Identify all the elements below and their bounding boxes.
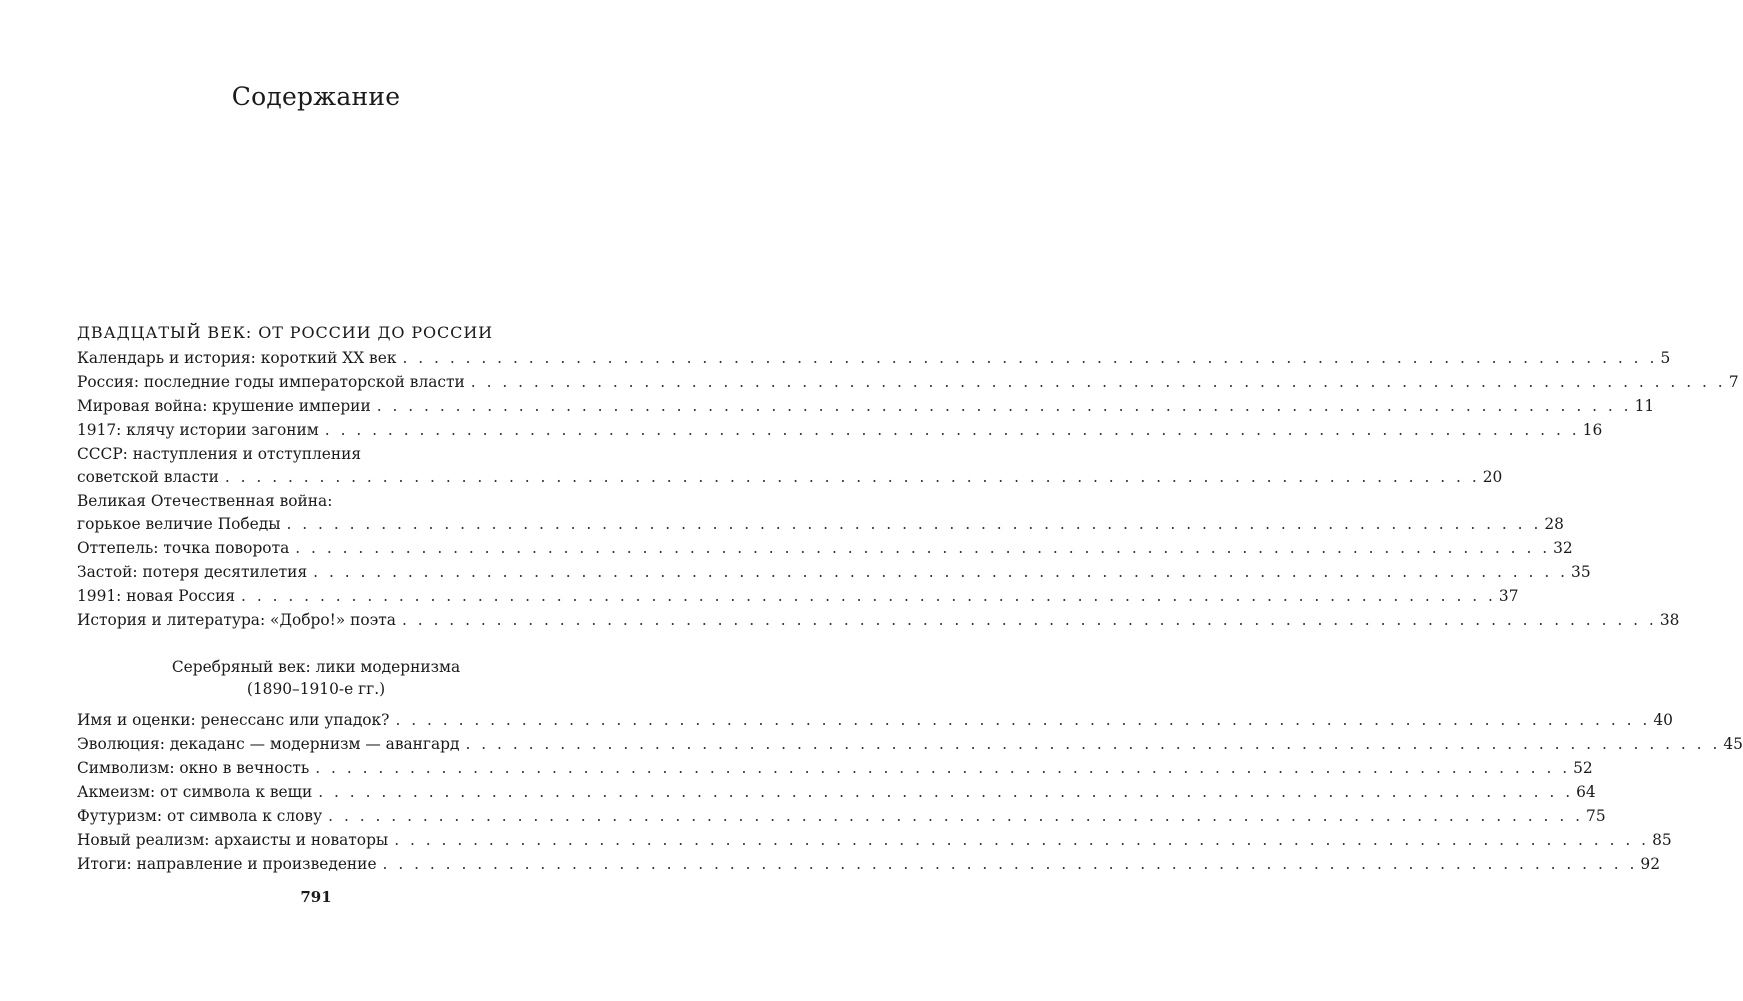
section-heading-line1: Серебряный век: лики модернизма <box>171 658 461 676</box>
leader-dots: . . . . . . . . . . . . . . . . . . . . . . . . . . . . . . . . . . . . . . . . . . . . . . . . . . . . . . . . . . . . . . . . . . . . . . . . . . . . . . . . <box>315 759 1571 777</box>
toc-entry-title: Эволюция: декаданс — модернизм — авангард <box>77 735 460 753</box>
toc-entry-title: Мировая война: крушение империи <box>77 397 371 415</box>
toc-entry-page: 37 <box>1498 587 1519 605</box>
toc-entry-page: 20 <box>1482 468 1503 486</box>
toc-entry-page: 75 <box>1586 807 1606 825</box>
toc-entry <box>77 609 1680 632</box>
toc-entry <box>77 829 1672 852</box>
toc-entry-page: 35 <box>1571 563 1591 581</box>
toc-entry-title: Застой: потеря десятилетия <box>77 563 308 581</box>
leader-dots: . . . . . . . . . . . . . . . . . . . . . . . . . . . . . . . . . . . . . . . . . . . . . . . . . . . . . . . . . . . . . . . . . . . . . . . . . . . . . . . . <box>402 349 1658 367</box>
toc-entry-page: 16 <box>1582 421 1603 439</box>
toc-entry <box>77 347 1671 370</box>
toc-entry-title: Акмеизм: от символа к вещи <box>77 783 313 801</box>
leader-dots: . . . . . . . . . . . . . . . . . . . . . . . . . . . . . . . . . . . . . . . . . . . . . . . . . . . . . . . . . . . . . . . . . . . . . . . . . . . . . . . . <box>395 711 1651 729</box>
toc-entry <box>77 805 1606 828</box>
toc-entry-page: 7 <box>1728 373 1739 391</box>
toc-entry <box>77 443 1503 489</box>
leader-dots: . . . . . . . . . . . . . . . . . . . . . . . . . . . . . . . . . . . . . . . . . . . . . . . . . . . . . . . . . . . . . . . . . . . . . . . . . . . . . . . . <box>318 783 1574 801</box>
toc-entry <box>77 537 1573 560</box>
toc-entry-page: 5 <box>1660 349 1671 367</box>
toc-entry-page: 32 <box>1553 539 1573 557</box>
leader-dots: . . . . . . . . . . . . . . . . . . . . . . . . . . . . . . . . . . . . . . . . . . . . . . . . . . . . . . . . . . . . . . . . . . . . . . . . . . . . . . . . <box>324 421 1580 439</box>
toc-entry-page: 40 <box>1653 711 1673 729</box>
toc-entry <box>77 585 1519 608</box>
leader-dots: . . . . . . . . . . . . . . . . . . . . . . . . . . . . . . . . . . . . . . . . . . . . . . . . . . . . . . . . . . . . . . . . . . . . . . . . . . . . . . . . <box>224 468 1480 486</box>
toc-entry-page: 11 <box>1634 397 1655 415</box>
leader-dots: . . . . . . . . . . . . . . . . . . . . . . . . . . . . . . . . . . . . . . . . . . . . . . . . . . . . . . . . . . . . . . . . . . . . . . . . . . . . . . . . <box>376 397 1632 415</box>
toc-entry-title: 1917: клячу истории загоним <box>77 421 319 439</box>
toc-entry-title: Календарь и история: короткий XX век <box>77 349 397 367</box>
toc-entry <box>77 853 1661 876</box>
leader-dots: . . . . . . . . . . . . . . . . . . . . . . . . . . . . . . . . . . . . . . . . . . . . . . . . . . . . . . . . . . . . . . . . . . . . . . . . . . . . . . . . <box>313 563 1569 581</box>
toc-entry-page: 38 <box>1659 611 1680 629</box>
toc-entry-title: Итоги: направление и произведение <box>77 855 377 873</box>
leader-dots: . . . . . . . . . . . . . . . . . . . . . . . . . . . . . . . . . . . . . . . . . . . . . . . . . . . . . . . . . . . . . . . . . . . . . . . . . . . . . . . . <box>465 735 1721 753</box>
toc-entry-page: 52 <box>1573 759 1593 777</box>
leader-dots: . . . . . . . . . . . . . . . . . . . . . . . . . . . . . . . . . . . . . . . . . . . . . . . . . . . . . . . . . . . . . . . . . . . . . . . . . . . . . . . . <box>470 373 1726 391</box>
section-heading <box>0 656 632 700</box>
leader-dots: . . . . . . . . . . . . . . . . . . . . . . . . . . . . . . . . . . . . . . . . . . . . . . . . . . . . . . . . . . . . . . . . . . . . . . . . . . . . . . . . <box>241 587 1496 605</box>
toc-entry <box>77 709 1673 732</box>
toc-entry-title-line1: СССР: наступления и отступления <box>77 445 362 463</box>
toc-entry-page: 85 <box>1652 831 1672 849</box>
toc-entry-page: 92 <box>1640 855 1661 873</box>
toc-entry <box>77 419 1603 442</box>
toc-entry <box>77 371 1739 394</box>
part-heading: ДВАДЦАТЫЙ ВЕК: ОТ РОССИИ ДО РОССИИ <box>77 323 494 342</box>
leader-dots: . . . . . . . . . . . . . . . . . . . . . . . . . . . . . . . . . . . . . . . . . . . . . . . . . . . . . . . . . . . . . . . . . . . . . . . . . . . . . . . . <box>401 611 1657 629</box>
toc-part-list <box>77 347 1739 633</box>
toc-entry-page: 28 <box>1544 515 1564 533</box>
page-number: 791 <box>300 888 332 906</box>
toc-entry-title: Россия: последние годы императорской власти <box>77 373 465 391</box>
toc-entry-page: 45 <box>1723 735 1743 753</box>
toc-entry-title: Новый реализм: архаисты и новаторы <box>77 831 389 849</box>
leader-dots: . . . . . . . . . . . . . . . . . . . . . . . . . . . . . . . . . . . . . . . . . . . . . . . . . . . . . . . . . . . . . . . . . . . . . . . . . . . . . . . . <box>394 831 1650 849</box>
leader-dots: . . . . . . . . . . . . . . . . . . . . . . . . . . . . . . . . . . . . . . . . . . . . . . . . . . . . . . . . . . . . . . . . . . . . . . . . . . . . . . . . <box>295 539 1551 557</box>
toc-entry-title: Футуризм: от символа к слову <box>77 807 323 825</box>
section-heading-line2: (1890–1910-е гг.) <box>246 680 386 698</box>
page-title: Содержание <box>231 82 401 111</box>
toc-entry-title: 1991: новая Россия <box>77 587 236 605</box>
toc-entry-title: Имя и оценки: ренессанс или упадок? <box>77 711 390 729</box>
toc-entry-title-line2: советской власти <box>77 468 219 486</box>
toc-entry <box>77 490 1564 536</box>
toc-entry <box>77 733 1743 756</box>
toc-entry <box>77 561 1591 584</box>
leader-dots: . . . . . . . . . . . . . . . . . . . . . . . . . . . . . . . . . . . . . . . . . . . . . . . . . . . . . . . . . . . . . . . . . . . . . . . . . . . . . . . . <box>328 807 1584 825</box>
toc-entry <box>77 395 1655 418</box>
toc-section-list <box>77 709 1743 877</box>
leader-dots: . . . . . . . . . . . . . . . . . . . . . . . . . . . . . . . . . . . . . . . . . . . . . . . . . . . . . . . . . . . . . . . . . . . . . . . . . . . . . . . . <box>286 515 1542 533</box>
toc-entry <box>77 781 1596 804</box>
toc-entry-title: Символизм: окно в вечность <box>77 759 310 777</box>
leader-dots: . . . . . . . . . . . . . . . . . . . . . . . . . . . . . . . . . . . . . . . . . . . . . . . . . . . . . . . . . . . . . . . . . . . . . . . . . . . . . . . . <box>382 855 1638 873</box>
toc-entry-title-line1: Великая Отечественная война: <box>77 492 333 510</box>
toc-entry-title: История и литература: «Добро!» поэта <box>77 611 396 629</box>
toc-entry-title-line2: горькое величие Победы <box>77 515 281 533</box>
toc-entry-page: 64 <box>1576 783 1596 801</box>
toc-entry-title: Оттепель: точка поворота <box>77 539 290 557</box>
toc-entry <box>77 757 1593 780</box>
